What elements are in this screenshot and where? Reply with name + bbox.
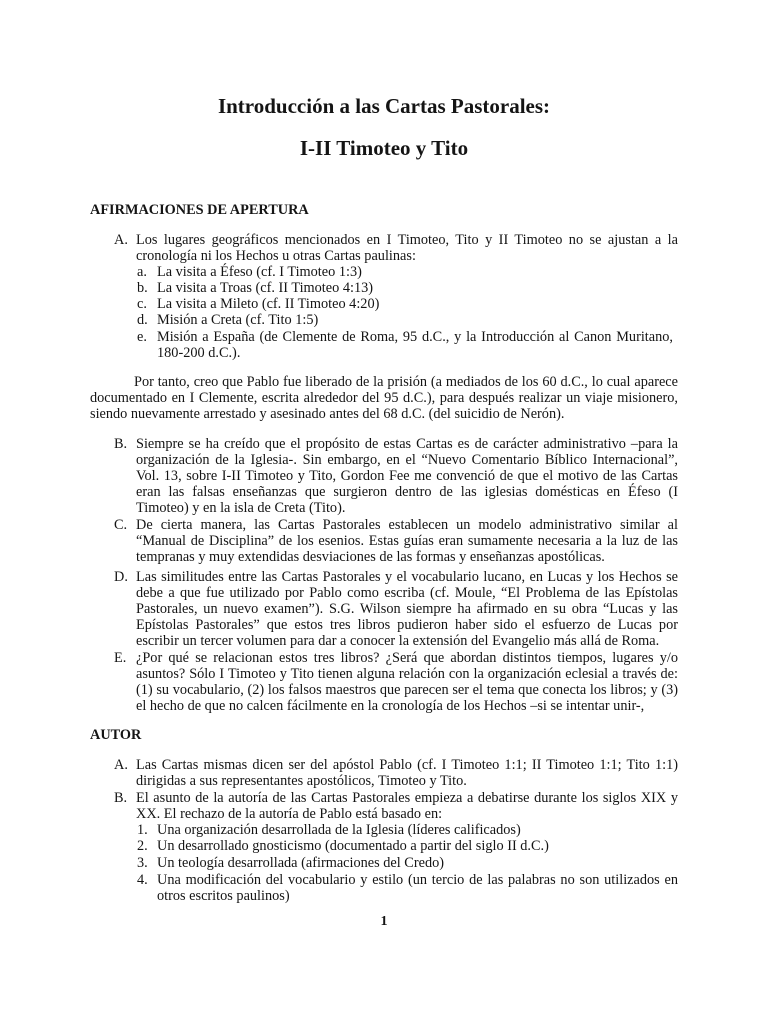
subitem-label: a.: [137, 264, 147, 280]
subitem-label: 1.: [137, 822, 148, 838]
document-title: Introducción a las Cartas Pastorales:: [217, 94, 551, 118]
item-text: Las Cartas mismas dicen ser del apóstol Pablo (cf. I Timoteo 1:1; II Timoteo 1:1; Tito 1:1) dirigidas a sus representantes apostólicos, Timoteo y Tito.: [136, 757, 678, 790]
subitem-label: 2.: [137, 838, 148, 854]
paragraph: Por tanto, creo que Pablo fue liberado de la prisión (a mediados de los 60 d.C., lo cual aparece documentado en I Clemente, escrita alrededor del 95 d.C.), para después realizar un viaje misionero, siendo nuevamente arrestado y asesinado antes del 68 d.C. (del suicidio de Nerón).: [90, 374, 678, 423]
item-text: ¿Por qué se relacionan estos tres libros? ¿Será que abordan distintos tiempos, lugares y/o asuntos? Sólo I Timoteo y Tito tienen alguna relación con la organización eclesial a través de: (1) su vocabulario, (2) los falsos maestros que parecen ser el tema que conecta los libros; y (3) el hecho de que no calcen fácilmente en la cronología de los Hechos –si se intentar unir-,: [136, 650, 678, 715]
item-label: B.: [114, 436, 128, 452]
section-heading-autor: AUTOR: [90, 727, 142, 743]
item-label: E.: [114, 650, 127, 666]
item-label: B.: [114, 790, 128, 806]
item-text: De cierta manera, las Cartas Pastorales establecen un modelo administrativo similar al “Manual de Disciplina” de los esenios. Estas guías eran sumamente necesaria a la luz de las tempranas y muy extendidas desviaciones de las formas y enseñanzas apostólicas.: [136, 517, 678, 566]
subitem-text: La visita a Éfeso (cf. I Timoteo 1:3): [157, 264, 362, 280]
item-text: Siempre se ha creído que el propósito de estas Cartas es de carácter administrativo –para la organización de la Iglesia-. Sin embargo, en el “Nuevo Comentario Bíblico Internacional”, Vol. 13, sobre I-II Timoteo y Tito, Gordon Fee me convenció de que el motivo de las Cartas eran las falsas enseñanzas que surgieron dentro de las iglesias domésticas en Éfeso (I Timoteo) y en la isla de Creta (Tito).: [136, 436, 678, 517]
subitem-text: Misión a Creta (cf. Tito 1:5): [157, 312, 319, 328]
subitem-label: d.: [137, 312, 148, 328]
subitem-label: b.: [137, 280, 148, 296]
subitem-text: Una organización desarrollada de la Iglesia (líderes calificados): [157, 822, 521, 838]
subitem-text: Un teología desarrollada (afirmaciones del Credo): [157, 855, 445, 871]
subitem-text: La visita a Troas (cf. II Timoteo 4:13): [157, 280, 374, 296]
subitem-text: Un desarrollado gnosticismo (documentado a partir del siglo II d.C.): [157, 838, 549, 854]
subitem-label: 4.: [137, 872, 148, 888]
page-number: 1: [380, 914, 388, 929]
item-label: A.: [114, 757, 128, 773]
item-text: Los lugares geográficos mencionados en I Timoteo, Tito y II Timoteo no se ajustan a la cronología ni los Hechos u otras Cartas paulinas:: [136, 232, 678, 265]
subitem-text: Una modificación del vocabulario y estilo (un tercio de las palabras no son utilizados en otros escritos paulinos): [157, 872, 678, 905]
subitem-text: La visita a Mileto (cf. II Timoteo 4:20): [157, 296, 380, 312]
subitem-label: e.: [137, 329, 147, 345]
section-heading-apertura: AFIRMACIONES DE APERTURA: [90, 202, 309, 218]
item-text: Las similitudes entre las Cartas Pastorales y el vocabulario lucano, en Lucas y los Hechos se debe a que fue utilizado por Pablo como escriba (cf. Moule, “El Problema de las Epístolas Pastorales, un nuevo examen”). S.G. Wilson siempre ha afirmado en su obra “Lucas y las Epístolas Pastorales” que estos tres libros pudieron haber sido el esfuerzo de Lucas por escribir un tercer volumen para dar a conocer la extensión del Evangelio más allá de Roma.: [136, 569, 678, 650]
subitem-label: c.: [137, 296, 147, 312]
subitem-text: Misión a España (de Clemente de Roma, 95 d.C., y la Introducción al Canon Muritano, 180-200 d.C.).: [157, 329, 673, 362]
item-label: A.: [114, 232, 128, 248]
document-subtitle: I-II Timoteo y Tito: [299, 136, 469, 160]
subitem-label: 3.: [137, 855, 148, 871]
item-label: C.: [114, 517, 128, 533]
item-text: El asunto de la autoría de las Cartas Pastorales empieza a debatirse durante los siglos XIX y XX. El rechazo de la autoría de Pablo está basado en:: [136, 790, 678, 823]
item-label: D.: [114, 569, 128, 585]
